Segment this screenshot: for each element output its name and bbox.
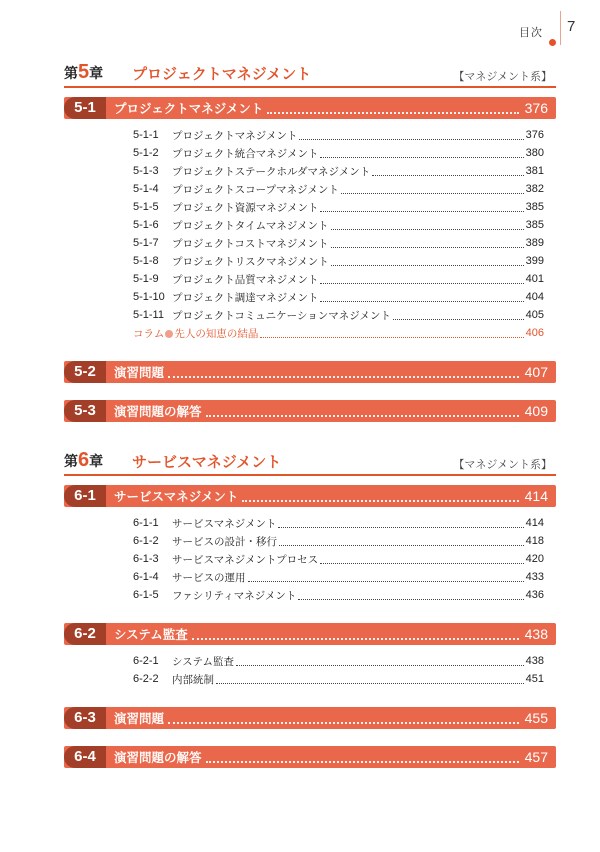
- toc-entry[interactable]: [64, 234, 556, 252]
- entry-title: プロジェクトステークホルダマネジメント: [172, 165, 371, 178]
- chapter-prefix: 第: [64, 454, 78, 470]
- header-dot-icon: [549, 39, 556, 46]
- section-page: 457: [524, 749, 548, 765]
- entry-title: プロジェクト品質マネジメント: [172, 273, 319, 286]
- dot-leader: [242, 491, 518, 502]
- entry-page: 451: [525, 673, 544, 685]
- section-badge: 6-3: [64, 707, 106, 729]
- entry-page: 433: [525, 571, 544, 583]
- toc-entry[interactable]: [64, 198, 556, 216]
- dot-leader: [320, 203, 523, 212]
- chapter-label: [64, 449, 103, 472]
- entry-page: 381: [525, 165, 544, 177]
- dot-leader: [206, 406, 519, 417]
- entry-page: 405: [525, 309, 544, 321]
- section-5-2[interactable]: [64, 361, 556, 383]
- chapter-suffix: 章: [89, 454, 104, 470]
- section-page: 414: [524, 488, 548, 504]
- entry-number: 6-1-2: [133, 535, 159, 547]
- entry-page: 420: [525, 553, 544, 565]
- entry-title: プロジェクト調達マネジメント: [172, 291, 319, 304]
- entry-title: システム監査: [172, 655, 234, 668]
- toc-entry[interactable]: [64, 568, 556, 586]
- dot-leader: [192, 629, 519, 640]
- entry-title: プロジェクトコミュニケーションマネジメント: [172, 309, 391, 322]
- section-title: 演習問題: [114, 711, 165, 726]
- toc-entry[interactable]: [64, 126, 556, 144]
- entry-number: 5-1-4: [133, 183, 159, 195]
- entry-page: 385: [525, 201, 544, 213]
- section-badge: 6-2: [64, 623, 106, 645]
- entry-number: 6-1-3: [133, 553, 159, 565]
- dot-leader: [331, 239, 524, 248]
- entry-title: サービスマネジメント: [172, 517, 277, 530]
- entry-number: 5-1-8: [133, 255, 159, 267]
- entry-number: 5-1-5: [133, 201, 159, 213]
- dot-leader: [267, 103, 518, 114]
- toc-entry[interactable]: [64, 270, 556, 288]
- section-badge: 5-1: [64, 97, 106, 119]
- chapter-number: 6: [78, 449, 90, 471]
- toc-entry[interactable]: [64, 514, 556, 532]
- entry-page: 385: [525, 219, 544, 231]
- dot-leader: [236, 657, 524, 666]
- chapter-title[interactable]: サービスマネジメント: [132, 453, 282, 471]
- section-title: 演習問題の解答: [114, 404, 202, 419]
- chapter-category-tag: 【マネジメント系】: [453, 458, 552, 471]
- section-badge: 5-3: [64, 400, 106, 422]
- toc-entry[interactable]: [64, 162, 556, 180]
- entry-list: [64, 645, 556, 690]
- entry-number: 5-1-7: [133, 237, 159, 249]
- section-6-1[interactable]: [64, 485, 556, 507]
- dot-leader: [216, 675, 524, 684]
- entry-number: 6-2-1: [133, 655, 159, 667]
- toc-entry[interactable]: [64, 144, 556, 162]
- dot-leader: [331, 257, 524, 266]
- entry-title: プロジェクト資源マネジメント: [172, 201, 319, 214]
- section-page: 407: [524, 364, 548, 380]
- entry-page: 436: [525, 589, 544, 601]
- entry-title: プロジェクトリスクマネジメント: [172, 255, 329, 268]
- entry-title: サービスの設計・移行: [172, 535, 277, 548]
- section-page: 376: [524, 100, 548, 116]
- column-label: [133, 326, 258, 341]
- section-6-2[interactable]: [64, 623, 556, 645]
- chapter-number: 5: [78, 61, 90, 83]
- entry-title: プロジェクト統合マネジメント: [172, 147, 319, 160]
- toc-entry[interactable]: [64, 652, 556, 670]
- entry-title: プロジェクトタイムマネジメント: [172, 219, 329, 232]
- column-prefix: コラム: [133, 327, 165, 340]
- entry-page: 389: [525, 237, 544, 249]
- bullet-dot-icon: [165, 330, 173, 338]
- entry-title: プロジェクトコストマネジメント: [172, 237, 329, 250]
- entry-number: 5-1-3: [133, 165, 159, 177]
- section-page: 409: [524, 403, 548, 419]
- entry-number: 6-2-2: [133, 673, 159, 685]
- entry-page: 414: [525, 517, 544, 529]
- entry-page: 406: [525, 327, 544, 339]
- section-5-3[interactable]: [64, 400, 556, 422]
- entry-number: 5-1-6: [133, 219, 159, 231]
- entry-number: 6-1-1: [133, 517, 159, 529]
- entry-page: 380: [525, 147, 544, 159]
- section-badge: 6-4: [64, 746, 106, 768]
- dot-leader: [278, 519, 523, 528]
- entry-number: 5-1-10: [133, 291, 165, 303]
- entry-number: 5-1-9: [133, 273, 159, 285]
- chapter-suffix: 章: [89, 66, 104, 82]
- section-badge: 5-2: [64, 361, 106, 383]
- section-title: 演習問題: [114, 365, 165, 380]
- section-title: 演習問題の解答: [114, 750, 202, 765]
- chapter-heading: [64, 449, 556, 476]
- dot-leader: [320, 293, 523, 302]
- entry-number: 6-1-5: [133, 589, 159, 601]
- section-title: サービスマネジメント: [114, 489, 239, 504]
- entry-page: 401: [525, 273, 544, 285]
- entry-title: プロジェクトスコープマネジメント: [172, 183, 339, 196]
- chapter-6: [64, 449, 556, 768]
- entry-number: 5-1-2: [133, 147, 159, 159]
- entry-page: 404: [525, 291, 544, 303]
- column-title: 先人の知恵の結晶: [174, 327, 259, 340]
- entry-title: ファシリティマネジメント: [172, 589, 297, 602]
- toc-entry[interactable]: [64, 550, 556, 568]
- dot-leader: [393, 311, 524, 320]
- toc-entry[interactable]: [64, 216, 556, 234]
- toc-entry[interactable]: [64, 532, 556, 550]
- dot-leader: [320, 555, 523, 564]
- entry-title: プロジェクトマネジメント: [172, 129, 298, 142]
- chapter-category-tag: 【マネジメント系】: [453, 70, 552, 83]
- entry-page: 418: [525, 535, 544, 547]
- chapter-5: [64, 61, 556, 422]
- toc-entry[interactable]: [64, 586, 556, 604]
- section-page: 438: [524, 626, 548, 642]
- column-entry[interactable]: [64, 324, 556, 342]
- chapter-heading: [64, 61, 556, 88]
- dot-leader: [168, 367, 519, 378]
- toc-label: 目次: [519, 26, 543, 39]
- entry-page: 376: [525, 129, 544, 141]
- entry-title: 内部統制: [172, 673, 214, 686]
- entry-list: [64, 119, 556, 344]
- chapter-title[interactable]: プロジェクトマネジメント: [132, 65, 312, 83]
- entry-page: 438: [525, 655, 544, 667]
- header-divider: [560, 11, 561, 45]
- dot-leader: [248, 573, 524, 582]
- dot-leader: [341, 185, 524, 194]
- dot-leader: [331, 221, 524, 230]
- toc-entry[interactable]: [64, 180, 556, 198]
- dot-leader: [320, 275, 523, 284]
- section-5-1[interactable]: [64, 97, 556, 119]
- entry-number: 6-1-4: [133, 571, 159, 583]
- entry-page: 399: [525, 255, 544, 267]
- dot-leader: [206, 752, 519, 763]
- section-6-3[interactable]: [64, 707, 556, 729]
- entry-number: 5-1-11: [133, 309, 164, 321]
- entry-title: サービスの運用: [172, 571, 246, 584]
- dot-leader: [168, 713, 519, 724]
- toc-entry[interactable]: [64, 252, 556, 270]
- toc-entry[interactable]: [64, 306, 556, 324]
- toc-entry[interactable]: [64, 670, 556, 688]
- entry-page: 382: [525, 183, 544, 195]
- page-number: 7: [567, 18, 576, 35]
- section-title: プロジェクトマネジメント: [114, 101, 264, 116]
- section-6-4[interactable]: [64, 746, 556, 768]
- dot-leader: [260, 329, 523, 338]
- entry-list: [64, 507, 556, 606]
- dot-leader: [298, 591, 523, 600]
- dot-leader: [279, 537, 524, 546]
- section-title: システム監査: [114, 627, 188, 642]
- page-header: [0, 0, 600, 60]
- toc-entry[interactable]: [64, 288, 556, 306]
- section-badge: 6-1: [64, 485, 106, 507]
- section-page: 455: [524, 710, 548, 726]
- chapter-label: [64, 61, 103, 84]
- chapter-prefix: 第: [64, 66, 78, 82]
- dot-leader: [320, 149, 523, 158]
- entry-number: 5-1-1: [133, 129, 159, 141]
- dot-leader: [299, 131, 523, 140]
- dot-leader: [372, 167, 523, 176]
- entry-title: サービスマネジメントプロセス: [172, 553, 319, 566]
